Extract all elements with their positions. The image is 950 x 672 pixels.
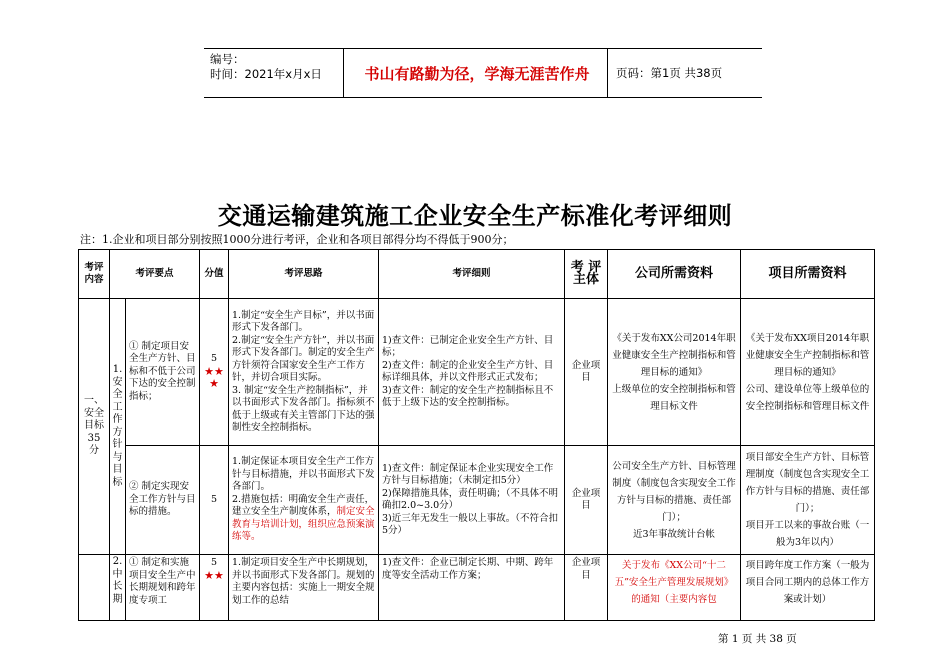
section-label: 一、安全目标35分 — [84, 395, 104, 457]
page-header — [204, 48, 762, 98]
approach-highlight: 制定安全教育与培训计划，组织应急预案演练等。 — [232, 506, 375, 543]
star-rating-icon: ★ — [209, 377, 219, 391]
approach-cell: 1.制定“安全生产目标”，并以书面形式下发各部门。 2.制定“安全生产方针”，并以书面形式下发各部门。制定的安全生产方针须符合国家安全生产工作方针，并切合项目实际。 3. 制定“安全生产控制指标”，并以书面形式下发各部门。指标须不低于上级或有关主管部门下达的强制性安全控制指标。 — [229, 299, 379, 446]
document-note: 注：1.企业和项目部分别按照1000分进行考评，企业和各项目部得分均不得低于900分； — [80, 233, 514, 246]
company-docs-cell: 关于发布《XX公司“十二五”安全生产管理发展规划》的通知（主要内容包 — [608, 555, 741, 621]
header-project-docs: 项目所需资料 — [741, 250, 875, 299]
score-value: 5 — [210, 557, 218, 568]
subject-cell: 企业项目 — [565, 299, 608, 446]
approach-text: 1.制定保证本项目安全生产工作方针与目标措施，并以书面形式下发各部门。 2.措施包括：明确安全生产责任，建立安全生产制度体系， — [232, 456, 375, 518]
header-subject: 考 评主体 — [565, 250, 608, 299]
section-cell — [79, 299, 110, 555]
score-cell — [200, 299, 229, 446]
star-rating-icon: ★★ — [204, 364, 224, 378]
table-row — [79, 299, 875, 446]
score-value: 5 — [210, 353, 218, 365]
page-footer: 第 1 页 共 38 页 — [718, 633, 797, 645]
project-docs-cell: 《关于发布XX项目2014年职业健康安全生产控制指标和管理目标的通知》 公司、建设单位等上级单位的安全控制指标和管理目标文件 — [741, 299, 875, 446]
subject-cell: 企业项目 — [565, 446, 608, 555]
table-header-row — [79, 250, 875, 299]
header-divider — [607, 49, 608, 97]
details-cell: 1)查文件：制定保证本企业实现安全工作方针与目标措施；（未制定扣5分） 2)保障措施具体，责任明确；（不具体不明确扣2.0~3.0分） 3)近三年无发生一般以上事故。（不符合扣5分） — [379, 446, 565, 555]
number-label: 编号： — [210, 52, 245, 66]
key-point-cell: ① 制定项目安全生产方针、目标和不低于公司下达的安全控制指标； — [126, 299, 200, 446]
score-cell — [200, 555, 229, 621]
star-rating-icon: ★★ — [204, 568, 224, 582]
document-title: 交通运输建筑施工企业安全生产标准化考评细则 — [217, 202, 733, 230]
header-divider — [343, 49, 344, 97]
approach-cell: 1.制定项目安全生产中长期规划，并以书面形式下发各部门。规划的主要内容包括：实施上一期安全规划工作的总结 — [229, 555, 379, 621]
subject-cell: 企业项目 — [565, 555, 608, 621]
key-point-cell: ① 制定和实施项目安全生产中长期规划和跨年度专项工 — [126, 555, 200, 621]
project-docs-cell: 项目跨年度工作方案（一般为项目合同工期内的总体工作方案或计划） — [741, 555, 875, 621]
table-row — [79, 555, 875, 621]
company-docs-cell: 《关于发布XX公司2014年职业健康安全生产控制指标和管理目标的通知》 上级单位的安全控制指标和管理目标文件 — [608, 299, 741, 446]
sub-section-cell — [110, 299, 126, 555]
header-key-points: 考评要点 — [110, 250, 200, 299]
score-cell: 5 — [200, 446, 229, 555]
section-cell — [79, 555, 110, 621]
header-meta — [210, 52, 322, 82]
header-details: 考评细则 — [379, 250, 565, 299]
header-company-docs: 公司所需资料 — [608, 250, 741, 299]
key-point-cell: ② 制定实现安全工作方针与目标的措施。 — [126, 446, 200, 555]
time-label: 时间：2021年x月x日 — [210, 67, 322, 81]
header-content: 考评内容 — [79, 250, 110, 299]
header-page-info: 页码：第1页 共38页 — [616, 66, 723, 80]
details-cell: 1)查文件：企业已制定长期、中期、跨年度等安全活动工作方案； — [379, 555, 565, 621]
company-docs-cell: 公司安全生产方针、目标管理制度（制度包含实现安全工作方针与目标的措施、责任部门）； 近3年事故统计台帐 — [608, 446, 741, 555]
project-docs-cell: 项目部安全生产方针、目标管理制度（制度包含实现安全工作方针与目标的措施、责任部门）； 项目开工以来的事故台账（一般为3年以内） — [741, 446, 875, 555]
table-row — [79, 446, 875, 555]
header-approach: 考评思路 — [229, 250, 379, 299]
sub-section-label: 1.安全工作方针与目标 — [112, 364, 123, 488]
sub-section-label: 2.中长期 — [112, 556, 123, 605]
sub-section-cell — [110, 555, 126, 621]
approach-cell — [229, 446, 379, 555]
header-motto: 书山有路勤为径，学海无涯苦作舟 — [364, 65, 590, 83]
details-cell: 1)查文件：已制定企业安全生产方针、目标； 2)查文件：制定的企业安全生产方针、目标详细具体，并以文件形式正式发布； 3)查文件：制定的安全生产控制指标且不低于上级下达的安全控制指标。 — [379, 299, 565, 446]
evaluation-table — [78, 249, 875, 621]
header-score: 分值 — [200, 250, 229, 299]
